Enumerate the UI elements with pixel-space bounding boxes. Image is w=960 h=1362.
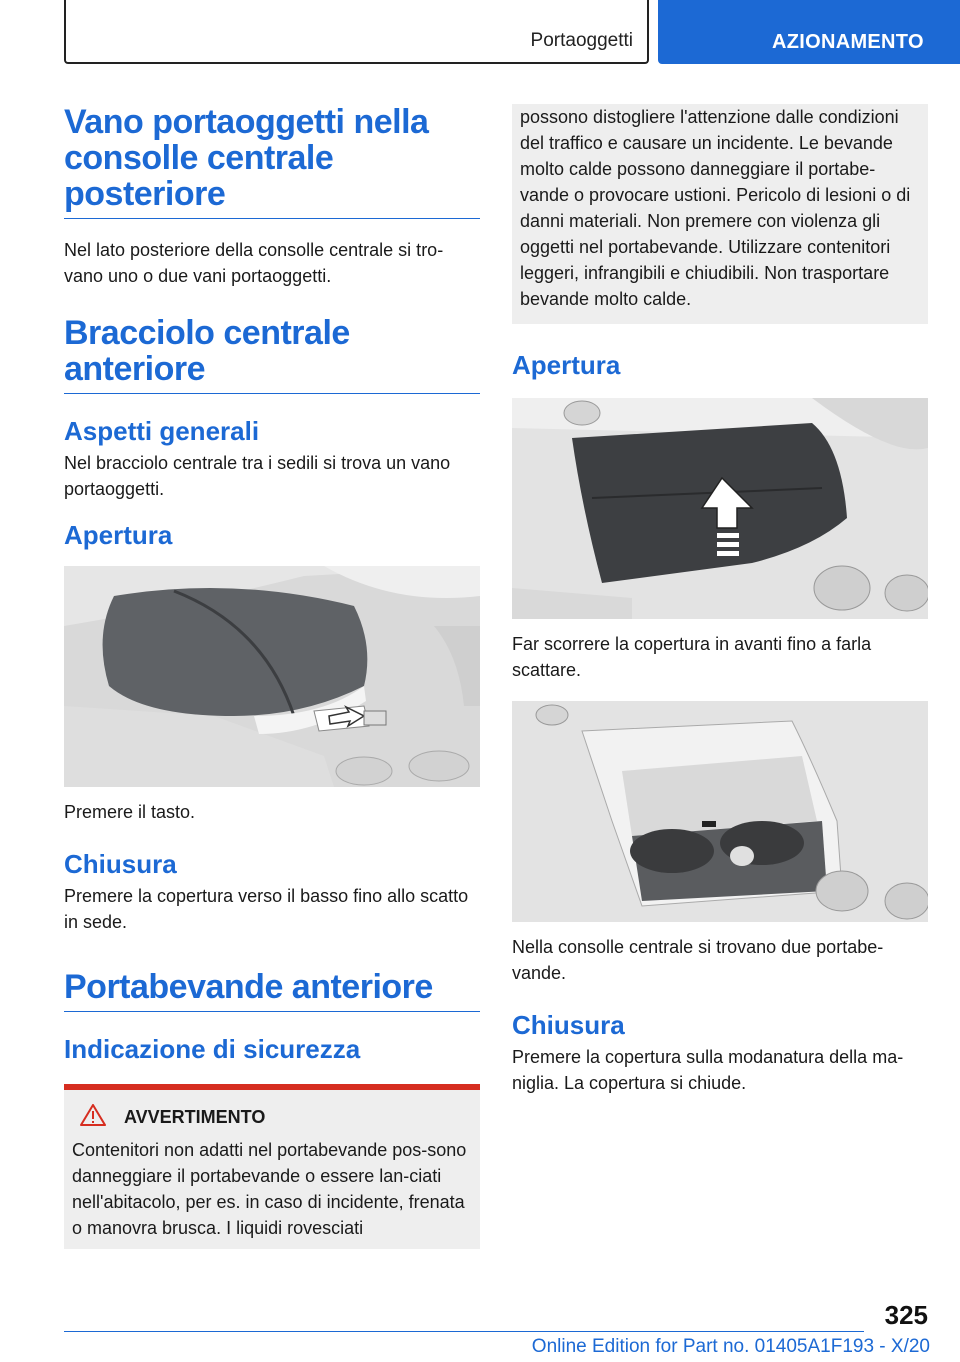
heading-closing-cupholder: Chiusura [512,1010,625,1040]
cupholders-image [512,701,928,922]
warning-title: AVVERTIMENTO [124,1107,266,1127]
footer-edition: Online Edition for Part no. 01405A1F193 - X/20 [531,1336,930,1357]
header-section-tab [64,0,649,64]
warning-box-continued [512,104,928,324]
footer-divider [64,1331,864,1332]
heading-front-cupholder: Portabevande anteriore [64,969,480,1012]
text-closing-cupholder: Premere la copertura sulla modanatura della ma-niglia. La copertura si chiude. [512,1047,904,1093]
header-section-title: Portaoggetti [530,30,633,51]
header-chapter-tab [658,0,960,64]
warning-text: Contenitori non adatti nel portabevande pos-sono danneggiare il portabevande o essere lan-ciati nell'abitacolo, per es. in caso di incidente, frenata o manovra brusca. I liquidi rovesciati [72,1140,467,1238]
caption-slide-cover: Far scorrere la copertura in avanti fino a farla scattare. [512,634,872,680]
cupholder-cover-image [512,398,928,619]
heading-general: Aspetti generali [64,416,260,446]
warning-header [80,1104,472,1131]
text-rear-storage: Nel lato posteriore della consolle centrale si tro-vano uno o due vani portaoggetti. [64,240,444,286]
heading-opening-cupholder: Apertura [512,350,621,380]
warning-triangle-icon [80,1104,106,1131]
text-general: Nel bracciolo centrale tra i sedili si trova un vano portaoggetti. [64,453,451,499]
heading-front-armrest: Bracciolo centrale anteriore [64,315,480,394]
heading-closing-armrest: Chiusura [64,849,177,879]
heading-safety-note: Indicazione di sicurezza [64,1034,361,1064]
warning-text-continued: possono distogliere l'attenzione dalle condizioni del traffico e causare un incidente. Le bevande molto calde possono danneggiare il portabe-vande o provocare ustioni. Pericolo di lesioni o di danni materiali. Non premere con violenza gli oggetti nel portabevande. Utilizzare contenitori leggeri, infrangibili e chiudibili. Non trasportare bevande molto calde. [520,107,911,309]
caption-press-button: Premere il tasto. [64,802,196,822]
header-chapter-title: AZIONAMENTO [772,31,924,53]
right-column [512,104,928,1096]
heading-rear-storage: Vano portaoggetti nella consolle centrale posteriore [64,104,480,219]
caption-two-cupholders: Nella consolle centrale si trovano due portabe-vande. [512,937,884,983]
left-column [64,104,480,1249]
warning-box [64,1090,480,1249]
heading-opening-armrest: Apertura [64,520,173,550]
warning-block [64,1084,480,1249]
armrest-image [64,566,480,787]
page-number: 325 [884,1300,928,1330]
text-closing-armrest: Premere la copertura verso il basso fino allo scatto in sede. [64,886,469,932]
